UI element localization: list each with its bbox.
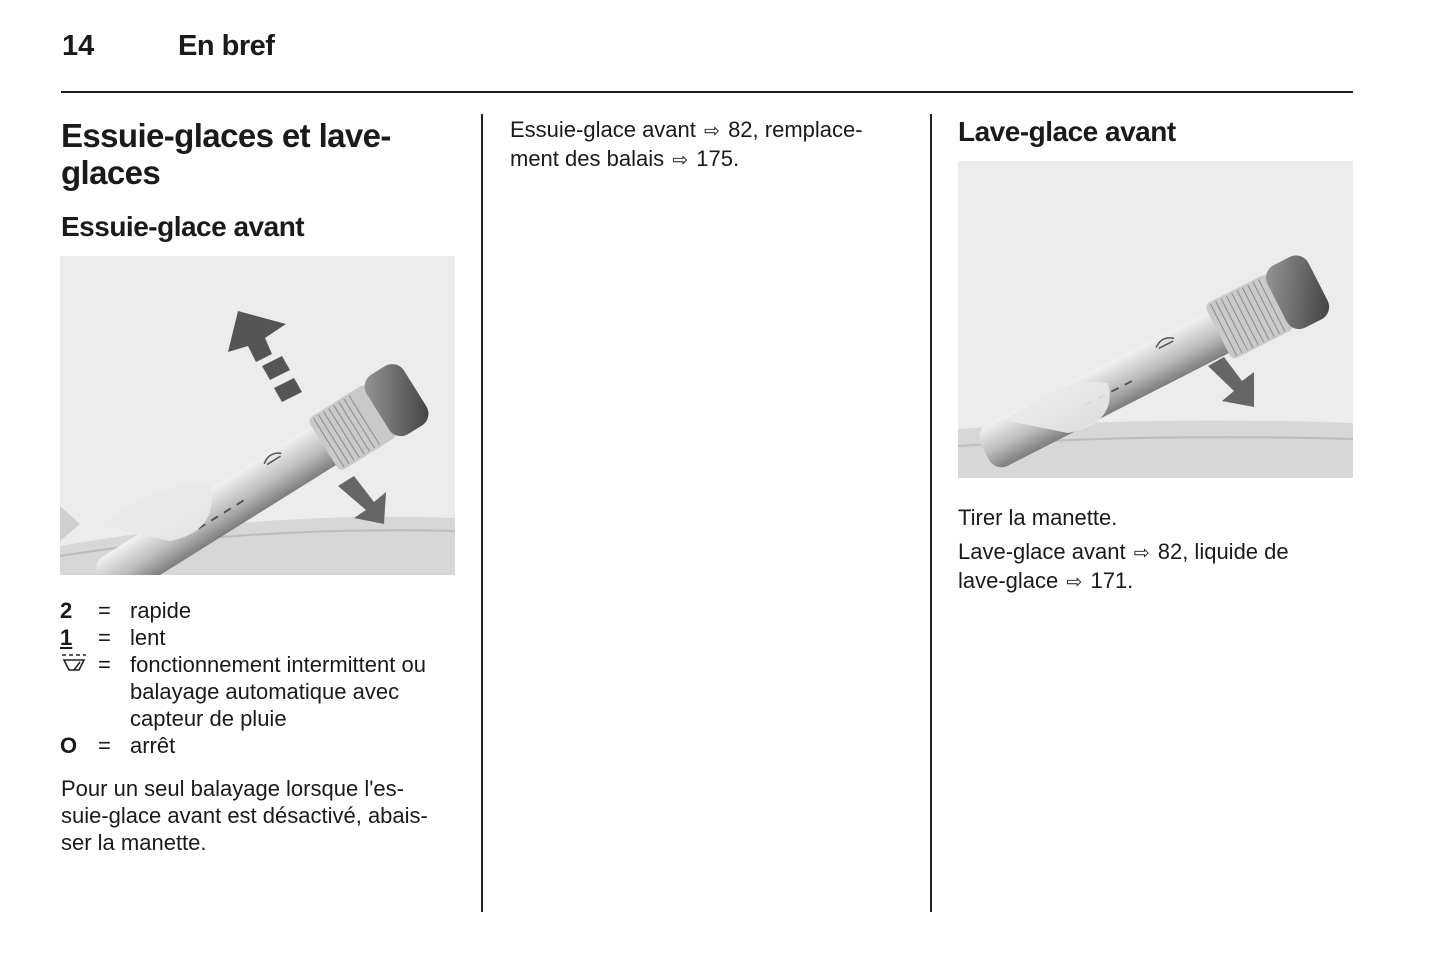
page-reference-arrow-icon: ⇨ xyxy=(704,121,720,142)
page-reference-link[interactable]: 175. xyxy=(696,146,740,171)
legend-row-off: O = arrêt xyxy=(60,733,176,758)
column-divider xyxy=(481,114,483,912)
header-rule xyxy=(61,91,1353,93)
intermittent-wiper-icon xyxy=(60,651,98,732)
wiper-lever-illustration xyxy=(60,256,455,575)
running-header: En bref xyxy=(178,30,275,62)
single-wipe-paragraph: Pour un seul balayage lorsque l'es- suie-glace avant est désactivé, abais- ser la manette. xyxy=(61,776,428,855)
page-reference-arrow-icon: ⇨ xyxy=(672,150,689,171)
subsection-title: Lave-glace avant xyxy=(958,116,1176,147)
wiper-references: Essuie-glace avant ⇨ 82, remplace- ment des balais ⇨ 175. xyxy=(510,116,910,174)
subsection-title: Essuie-glace avant xyxy=(61,211,305,242)
page-number: 14 xyxy=(62,30,95,62)
legend-row-fast: 2 = rapide xyxy=(60,598,192,623)
page-reference-link[interactable]: 171. xyxy=(1090,568,1134,593)
washer-references: Lave-glace avant ⇨ 82, liquide de lave-glace ⇨ 171. xyxy=(958,538,1358,596)
legend xyxy=(60,597,460,759)
page-reference-link[interactable]: 82, liquide de xyxy=(1157,539,1289,564)
washer-lever-illustration xyxy=(958,161,1353,478)
page-reference-arrow-icon: ⇨ xyxy=(1066,572,1083,593)
legend-row-intermittent: = fonctionnement intermittent ou balayage automatique avec capteur de pluie xyxy=(60,651,460,732)
washer-instruction: Tirer la manette. xyxy=(958,505,1118,530)
page-reference-link[interactable]: 82, remplace- xyxy=(728,117,863,142)
page-reference-arrow-icon: ⇨ xyxy=(1133,543,1150,564)
legend-row-slow: 1 = lent xyxy=(60,625,166,650)
section-title: Essuie-glaces et lave- glaces xyxy=(61,117,391,191)
column-divider xyxy=(930,114,932,912)
